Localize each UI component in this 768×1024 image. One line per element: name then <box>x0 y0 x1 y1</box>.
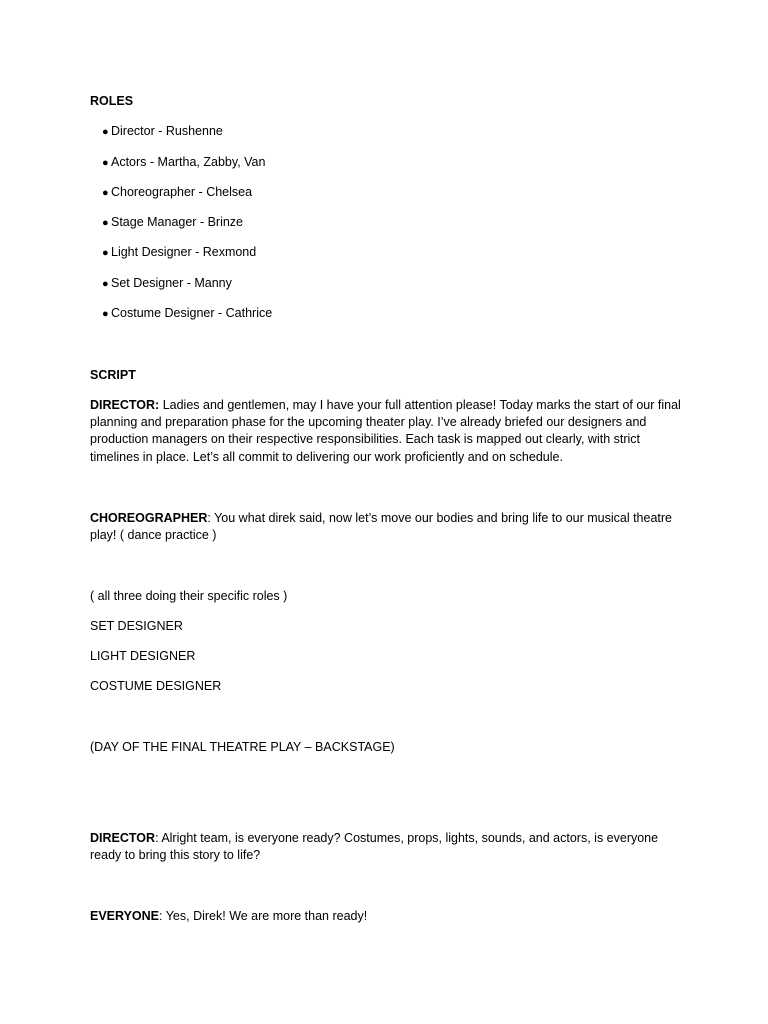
role-text: Actors - Martha, Zabby, Van <box>111 155 266 169</box>
speaker-label: EVERYONE <box>90 909 160 923</box>
speaker-label: DIRECTOR <box>90 831 156 845</box>
bullet-icon: ● <box>102 278 109 290</box>
roles-heading: ROLES <box>90 94 134 108</box>
director-line-1 <box>90 397 690 466</box>
director-line-2 <box>90 830 690 864</box>
bullet-icon: ● <box>102 126 109 138</box>
dialogue-text: : Yes, Direk! We are more than ready! <box>159 909 368 923</box>
role-list-item <box>102 305 272 323</box>
role-list-item <box>102 184 252 202</box>
role-list-item <box>102 123 223 141</box>
dialogue-text: : Alright team, is everyone ready? Costumes, props, lights, sounds, and actors, is everyone ready to bring this story to life? <box>90 831 659 863</box>
script-heading: SCRIPT <box>90 368 136 382</box>
light-designer-label: LIGHT DESIGNER <box>90 649 196 663</box>
bullet-icon: ● <box>102 247 109 259</box>
role-text: Costume Designer - Cathrice <box>111 306 273 320</box>
dialogue-text: : You what direk said, now let’s move our bodies and bring life to our musical theatre play! ( dance practice ) <box>90 511 672 543</box>
everyone-line-1 <box>90 908 690 925</box>
bullet-icon: ● <box>102 157 109 169</box>
speaker-label: DIRECTOR: <box>90 398 160 412</box>
role-text: Light Designer - Rexmond <box>111 245 257 259</box>
set-designer-label: SET DESIGNER <box>90 619 183 633</box>
stage-direction: (DAY OF THE FINAL THEATRE PLAY – BACKSTAGE) <box>90 740 395 754</box>
speaker-label: CHOREOGRAPHER <box>90 511 208 525</box>
bullet-icon: ● <box>102 217 109 229</box>
role-text: Set Designer - Manny <box>111 276 232 290</box>
role-text: Choreographer - Chelsea <box>111 185 253 199</box>
role-text: Stage Manager - Brinze <box>111 215 244 229</box>
bullet-icon: ● <box>102 187 109 199</box>
choreographer-line-1 <box>90 510 690 544</box>
role-text: Director - Rushenne <box>111 124 223 138</box>
costume-designer-label: COSTUME DESIGNER <box>90 679 222 693</box>
role-list-item <box>102 214 243 232</box>
stage-direction: ( all three doing their specific roles ) <box>90 589 288 603</box>
role-list-item <box>102 275 232 293</box>
dialogue-text: Ladies and gentlemen, may I have your full attention please! Today marks the start of our final planning and preparation phase for the upcoming theater play. I’ve already briefed our designers and production managers on their respective responsibilities. Each task is mapped out clearly, with strict timelines in place. Let’s all commit to delivering our work proficiently and on schedule. <box>90 398 681 464</box>
role-list-item <box>102 244 256 262</box>
bullet-icon: ● <box>102 308 109 320</box>
role-list-item <box>102 154 265 172</box>
